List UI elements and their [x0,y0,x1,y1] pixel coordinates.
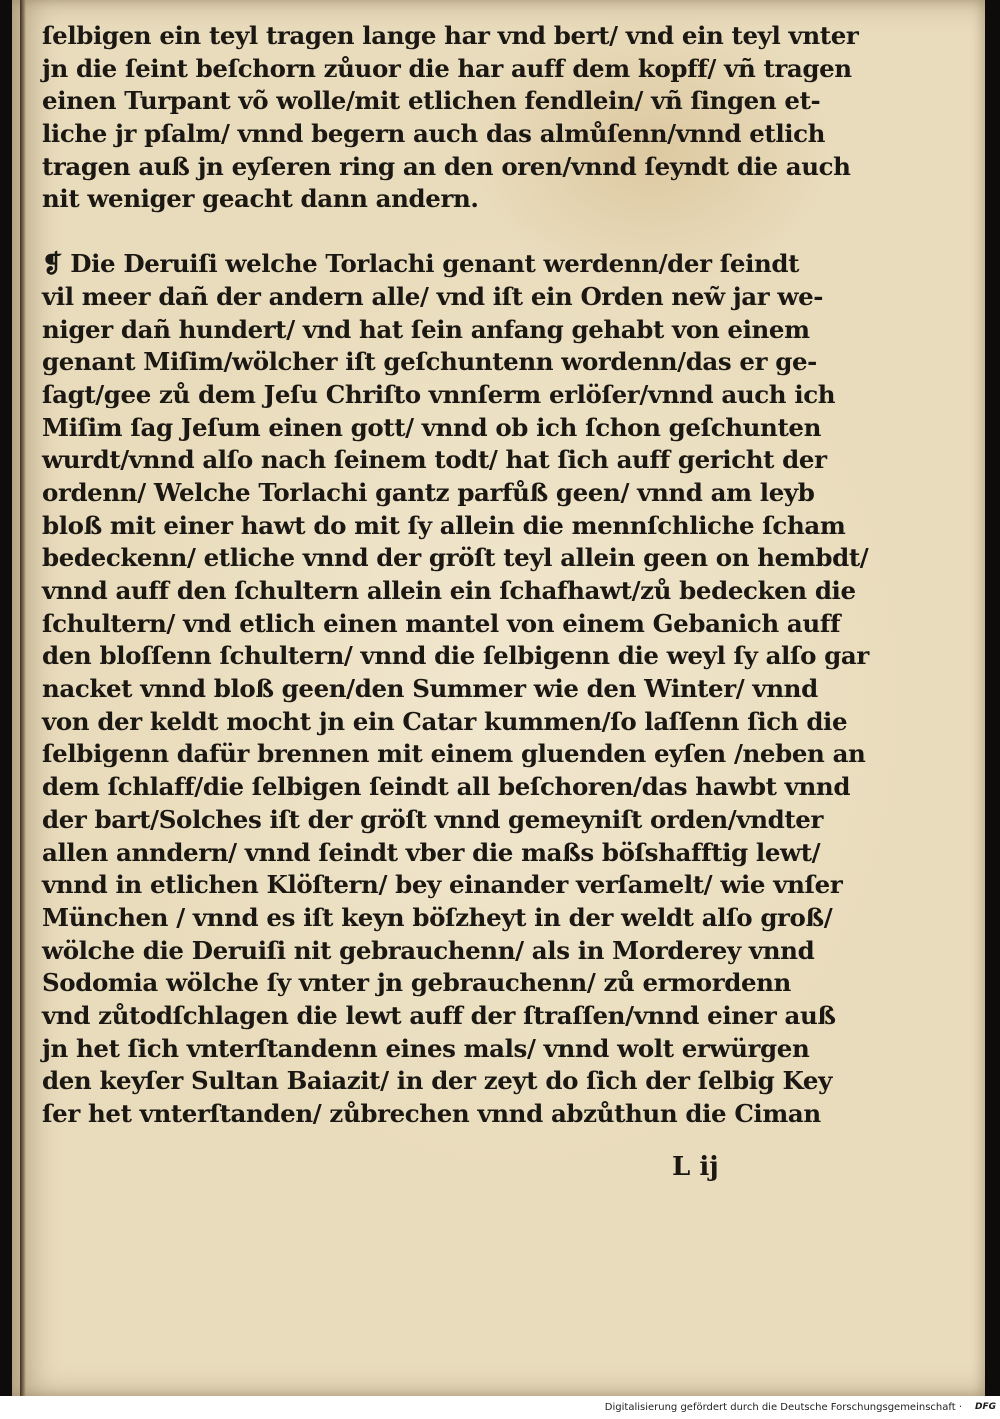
text-line: allen anndern/ vnnd ſeindt vber die maßs böſshafftig lewt/ [42,837,821,867]
text-line: vnnd auff den ſchultern allein ein ſchafhawt/zů bedecken die [42,576,856,605]
body-text [42,20,869,1131]
signature-mark: L ij [672,1152,719,1182]
text-line: vnd zůtodſchlagen die lewt auff der ſtraſſen/vnnd einer auß [42,1000,836,1030]
text-line: bloß mit einer hawt do mit ſy allein die mennſchliche ſcham [42,510,846,540]
text-line: ſelbigenn dafür brennen mit einem gluenden eyſen /neben an [42,739,866,769]
pilcrow-mark: ❡ [42,249,63,279]
text-line: tragen auß jn eyſeren ring an den oren/vnnd ſeyndt die auch [42,151,851,181]
text-line: den bloſſenn ſchultern/ vnnd die ſelbigenn die weyl ſy alſo gar [42,641,869,671]
text-line: Sodomia wölche ſy vnter jn gebrauchenn/ zů ermordenn [42,968,791,998]
funding-credit: Digitalisierung gefördert durch die Deutsche Forschungsgemeinschaft · [604,1402,962,1413]
paragraph-first-line [42,248,832,281]
text-line: jn die ſeint beſchorn zůuor die har auff dem kopff/ vñ tragen [42,53,852,83]
footer-bar [0,1396,1000,1419]
text-line: den keyſer Sultan Baiazit/ in der zeyt do ſich der ſelbig Key [42,1066,832,1096]
text-line: einen Turpant võ wolle/mit etlichen fendlein/ vñ ſingen et‑ [42,86,821,116]
text-line: Die Deruiſi welche Torlachi genant werdenn/der ſeindt [70,249,800,279]
text-line: ſelbigen ein teyl tragen lange har vnd bert/ vnd ein teyl vnter [42,21,859,50]
text-line: wurdt/vnnd alſo nach ſeinem todt/ hat ſich auff gericht der [42,445,827,475]
text-line: vil meer dañ der andern alle/ vnd iſt ein Orden new̃ jar we‑ [42,281,824,311]
text-line: niger dañ hundert/ vnd hat ſein anfang gehabt von einem [42,314,810,344]
text-line: der bart/Solches iſt der gröſt vnnd gemeyniſt orden/vndter [42,804,823,834]
text-line: dem ſchlaff/die ſelbigen ſeindt all beſchoren/das hawbt vnnd [42,772,851,802]
text-line: vnnd in etlichen Klöſtern/ bey einander verſamelt/ wie vnſer [42,870,843,900]
text-line: ſagt/gee zů dem Jeſu Chriſto vnnſerm erlöſer/vnnd auch ich [42,379,836,409]
text-line: Miſim ſag Jeſum einen gott/ vnnd ob ich ſchon geſchunten [42,412,821,442]
page-gutter [20,0,26,1396]
paragraph-gap [42,216,832,248]
dfg-logo: DFG [974,1402,996,1412]
text-line: jn het ſich vnterſtandenn eines mals/ vnnd wolt erwürgen [42,1033,810,1063]
text-line: genant Miſim/wölcher iſt geſchuntenn wordenn/das er ge‑ [42,347,817,377]
text-line: nacket vnnd bloß geen/den Summer wie den Winter/ vnnd [42,674,818,704]
text-line: ordenn/ Welche Torlachi gantz parfůß geen/ vnnd am leyb [42,477,815,507]
text-line: von der keldt mocht jn ein Catar kummen/ſo laſſenn ſich die [42,706,848,736]
text-line: ſer het vnterſtanden/ zůbrechen vnnd abzůthun die Ciman [42,1099,821,1128]
text-line: München / vnnd es iſt keyn böſzheyt in der weldt alſo groß/ [42,902,833,932]
text-line: ſchultern/ vnd etlich einen mantel von einem Gebanich auff [42,608,841,638]
text-line: wölche die Deruiſi nit gebrauchenn/ als in Morderey vnnd [42,935,815,965]
text-line: liche jr pſalm/ vnnd begern auch das almůſenn/vnnd etlich [42,119,826,149]
book-page [12,0,985,1396]
text-line: bedeckenn/ etliche vnnd der gröſt teyl allein geen on hembdt/ [42,543,869,573]
text-line: nit weniger geacht dann andern. [42,184,479,214]
